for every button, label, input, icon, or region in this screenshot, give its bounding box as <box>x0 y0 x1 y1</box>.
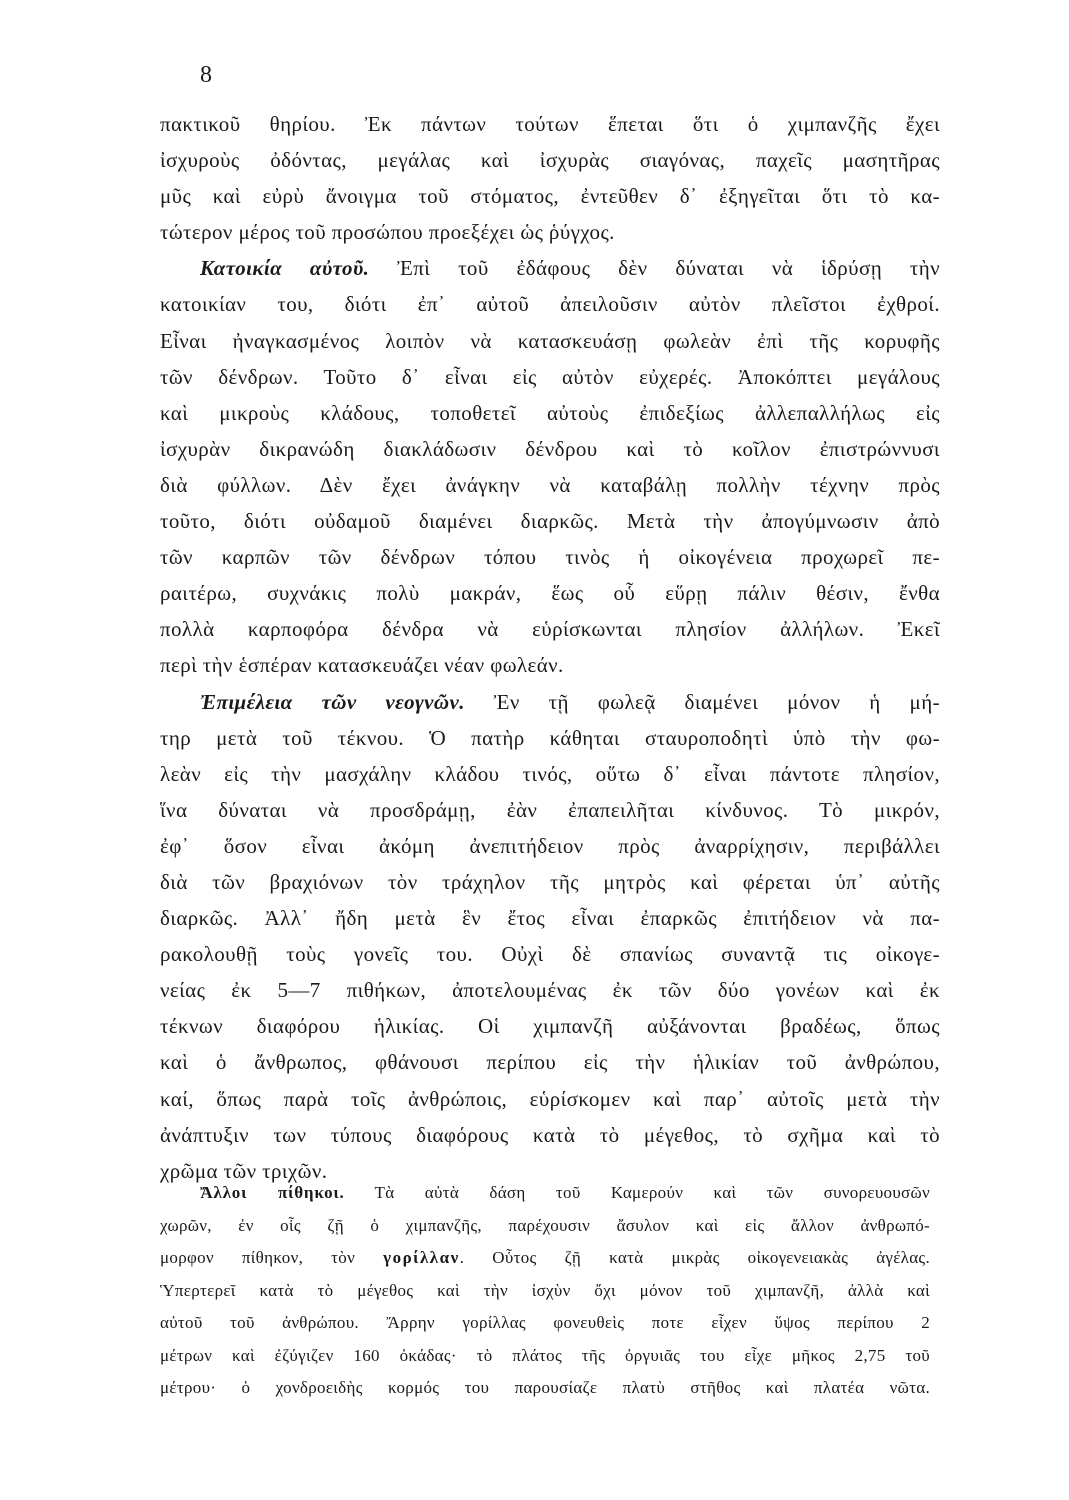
text-line: τώτερον μέρος τοῦ προσώπου προεξέχει ὡς ῥύγχος. <box>160 220 615 245</box>
text-fragment: Τὰ αὐτὰ δάση τοῦ Καμερούν καὶ τῶν συνορευουσῶν <box>344 1183 930 1202</box>
text-line: τῶν καρπῶν τῶν δένδρων τόπου τινὸς ἡ οἰκογένεια προχωρεῖ πε- <box>160 545 940 570</box>
text-line: χρῶμα τῶν τριχῶν. <box>160 1158 328 1183</box>
section-heading-other-apes: Ἄλλοι πίθηκοι. <box>200 1183 345 1202</box>
text-line: πακτικοῦ θηρίου. Ἐκ πάντων τούτων ἕπεται ὅτι ὁ χιμπανζῆς ἔχει <box>160 112 940 136</box>
text-line: ἰσχυροὺς ὀδόντας, μεγάλας καὶ ἰσχυρὰς σιαγόνας, παχεῖς μασητῆρας <box>160 148 940 173</box>
text-line: τῶν δένδρων. Τοῦτο δ᾽ εἶναι εἰς αὐτὸν εὐχερές. Ἀποκόπτει μεγάλους <box>160 364 940 389</box>
text-fragment: μορφον πίθηκον, τὸν <box>160 1248 384 1267</box>
text-line: ἐφ᾽ ὅσον εἶναι ἀκόμη ἀνεπιτήδειον πρὸς ἀναρρίχησιν, περιβάλλει <box>160 833 940 858</box>
text-line: τοῦτο, διότι οὐδαμοῦ διαμένει διαρκῶς. Μετὰ τὴν ἀπογύμνωσιν ἀπὸ <box>160 509 940 534</box>
text-line: μέτρων καὶ ἐζύγιζεν 160 ὀκάδας· τὸ πλάτος τῆς ὀργυιᾶς του εἶχε μῆκος 2,75 τοῦ <box>160 1345 930 1365</box>
text-line: ἀνάπτυξιν των τύπους διαφόρους κατὰ τὸ μέγεθος, τὸ σχῆμα καὶ τὸ <box>160 1122 940 1147</box>
text-line: ἵνα δύναται νὰ προσδράμῃ, ἐὰν ἐπαπειλῆται κίνδυνος. Τὸ μικρόν, <box>160 797 940 822</box>
page-number: 8 <box>200 62 212 88</box>
text-line: αὐτοῦ τοῦ ἀνθρώπου. Ἄρρην γορίλλας φονευθεὶς ποτε εἶχεν ὕψος περίπου 2 <box>160 1313 930 1332</box>
text-line: καί, ὅπως παρὰ τοῖς ἀνθρώποις, εὑρίσκομεν καὶ παρ᾽ αὐτοῖς μετὰ τὴν <box>160 1086 940 1111</box>
text-line: πολλὰ καρποφόρα δένδρα νὰ εὑρίσκωνται πλησίον ἀλλήλων. Ἐκεῖ <box>160 617 940 642</box>
text-line <box>160 1242 930 1275</box>
section-heading-habitat: Κατοικία αὐτοῦ. <box>200 256 370 281</box>
gorilla-term: γορίλλαν <box>383 1248 460 1267</box>
text-line: ραιτέρω, συχνάκις πολὺ μακράν, ἕως οὗ εὕρῃ πάλιν θέσιν, ἔνθα <box>160 581 940 606</box>
text-line: Εἶναι ἠναγκασμένος λοιπὸν νὰ κατασκευάσῃ φωλεὰν ἐπὶ τῆς κορυφῆς <box>160 328 940 353</box>
text-line: καὶ ὁ ἄνθρωπος, φθάνουσι περίπου εἰς τὴν ἡλικίαν τοῦ ἀνθρώπου, <box>160 1050 940 1075</box>
text-fragment: Ἐπὶ τοῦ ἐδάφους δὲν δύναται νὰ ἱδρύσῃ τὴν <box>369 256 941 281</box>
paragraph-start <box>160 250 940 286</box>
main-text <box>160 106 940 1189</box>
text-line: ἰσχυρὰν δικρανώδη διακλάδωσιν δένδρου καὶ τὸ κοῖλον ἐπιστρώννυσι <box>160 436 940 461</box>
text-line: λεὰν εἰς τὴν μασχάλην κλάδου τινός, οὕτω δ᾽ εἶναι πάντοτε πλησίον, <box>160 761 940 786</box>
paragraph-start <box>160 684 940 720</box>
text-line: κατοικίαν του, διότι ἐπ᾽ αὐτοῦ ἀπειλοῦσιν αὐτὸν πλεῖστοι ἐχθροί. <box>160 292 940 317</box>
paragraph-start <box>160 1177 930 1210</box>
text-line: περὶ τὴν ἑσπέραν κατασκευάζει νέαν φωλεάν. <box>160 653 564 678</box>
text-line: μῦς καὶ εὐρὺ ἄνοιγμα τοῦ στόματος, ἐντεῦθεν δ᾽ ἐξηγεῖται ὅτι τὸ κα- <box>160 184 940 209</box>
text-line: διαρκῶς. Ἀλλ᾽ ἤδη μετὰ ἓν ἔτος εἶναι ἐπαρκῶς ἐπιτήδειον νὰ πα- <box>160 906 940 931</box>
section-heading-offspring-care: Ἐπιμέλεια τῶν νεογνῶν. <box>200 689 465 714</box>
text-fragment: Ἐν τῇ φωλεᾷ διαμένει μόνον ἡ μή- <box>464 689 940 714</box>
text-fragment: . Οὗτος ζῇ κατὰ μικρὰς οἰκογενειακὰς ἀγέλας. <box>459 1248 931 1267</box>
text-line: διὰ φύλλων. Δὲν ἔχει ἀνάγκην νὰ καταβάλῃ πολλὴν τέχνην πρὸς <box>160 472 940 497</box>
text-line: τηρ μετὰ τοῦ τέκνου. Ὁ πατὴρ κάθηται σταυροποδητὶ ὑπὸ τὴν φω- <box>160 725 940 750</box>
text-line: νείας ἐκ 5—7 πιθήκων, ἀποτελουμένας ἐκ τῶν δύο γονέων καὶ ἐκ <box>160 978 940 1003</box>
text-line: ρακολουθῇ τοὺς γονεῖς του. Οὐχὶ δὲ σπανίως συναντᾷ τις οἰκογε- <box>160 942 940 967</box>
text-line: καὶ μικροὺς κλάδους, τοποθετεῖ αὐτοὺς ἐπιδεξίως ἀλλεπαλλήλως εἰς <box>160 400 940 425</box>
text-line: μέτρου· ὁ χονδροειδὴς κορμός του παρουσίαζε πλατὺ στῆθος καὶ πλατέα νῶτα. <box>160 1378 930 1397</box>
text-line: τέκνων διαφόρου ἡλικίας. Οἱ χιμπανζῆ αὐξάνονται βραδέως, ὅπως <box>160 1014 940 1039</box>
text-line: Ὑπερτερεῖ κατὰ τὸ μέγεθος καὶ τὴν ἰσχὺν ὄχι μόνον τοῦ χιμπανζῆ, ἀλλὰ καὶ <box>160 1280 930 1300</box>
text-line: χωρῶν, ἐν οἷς ζῇ ὁ χιμπανζῆς, παρέχουσιν ἄσυλον καὶ εἰς ἄλλον ἀνθρωπό- <box>160 1215 930 1235</box>
text-line: διὰ τῶν βραχιόνων τὸν τράχηλον τῆς μητρὸς καὶ φέρεται ὑπ᾽ αὐτῆς <box>160 869 940 894</box>
small-print-section <box>160 1177 930 1405</box>
